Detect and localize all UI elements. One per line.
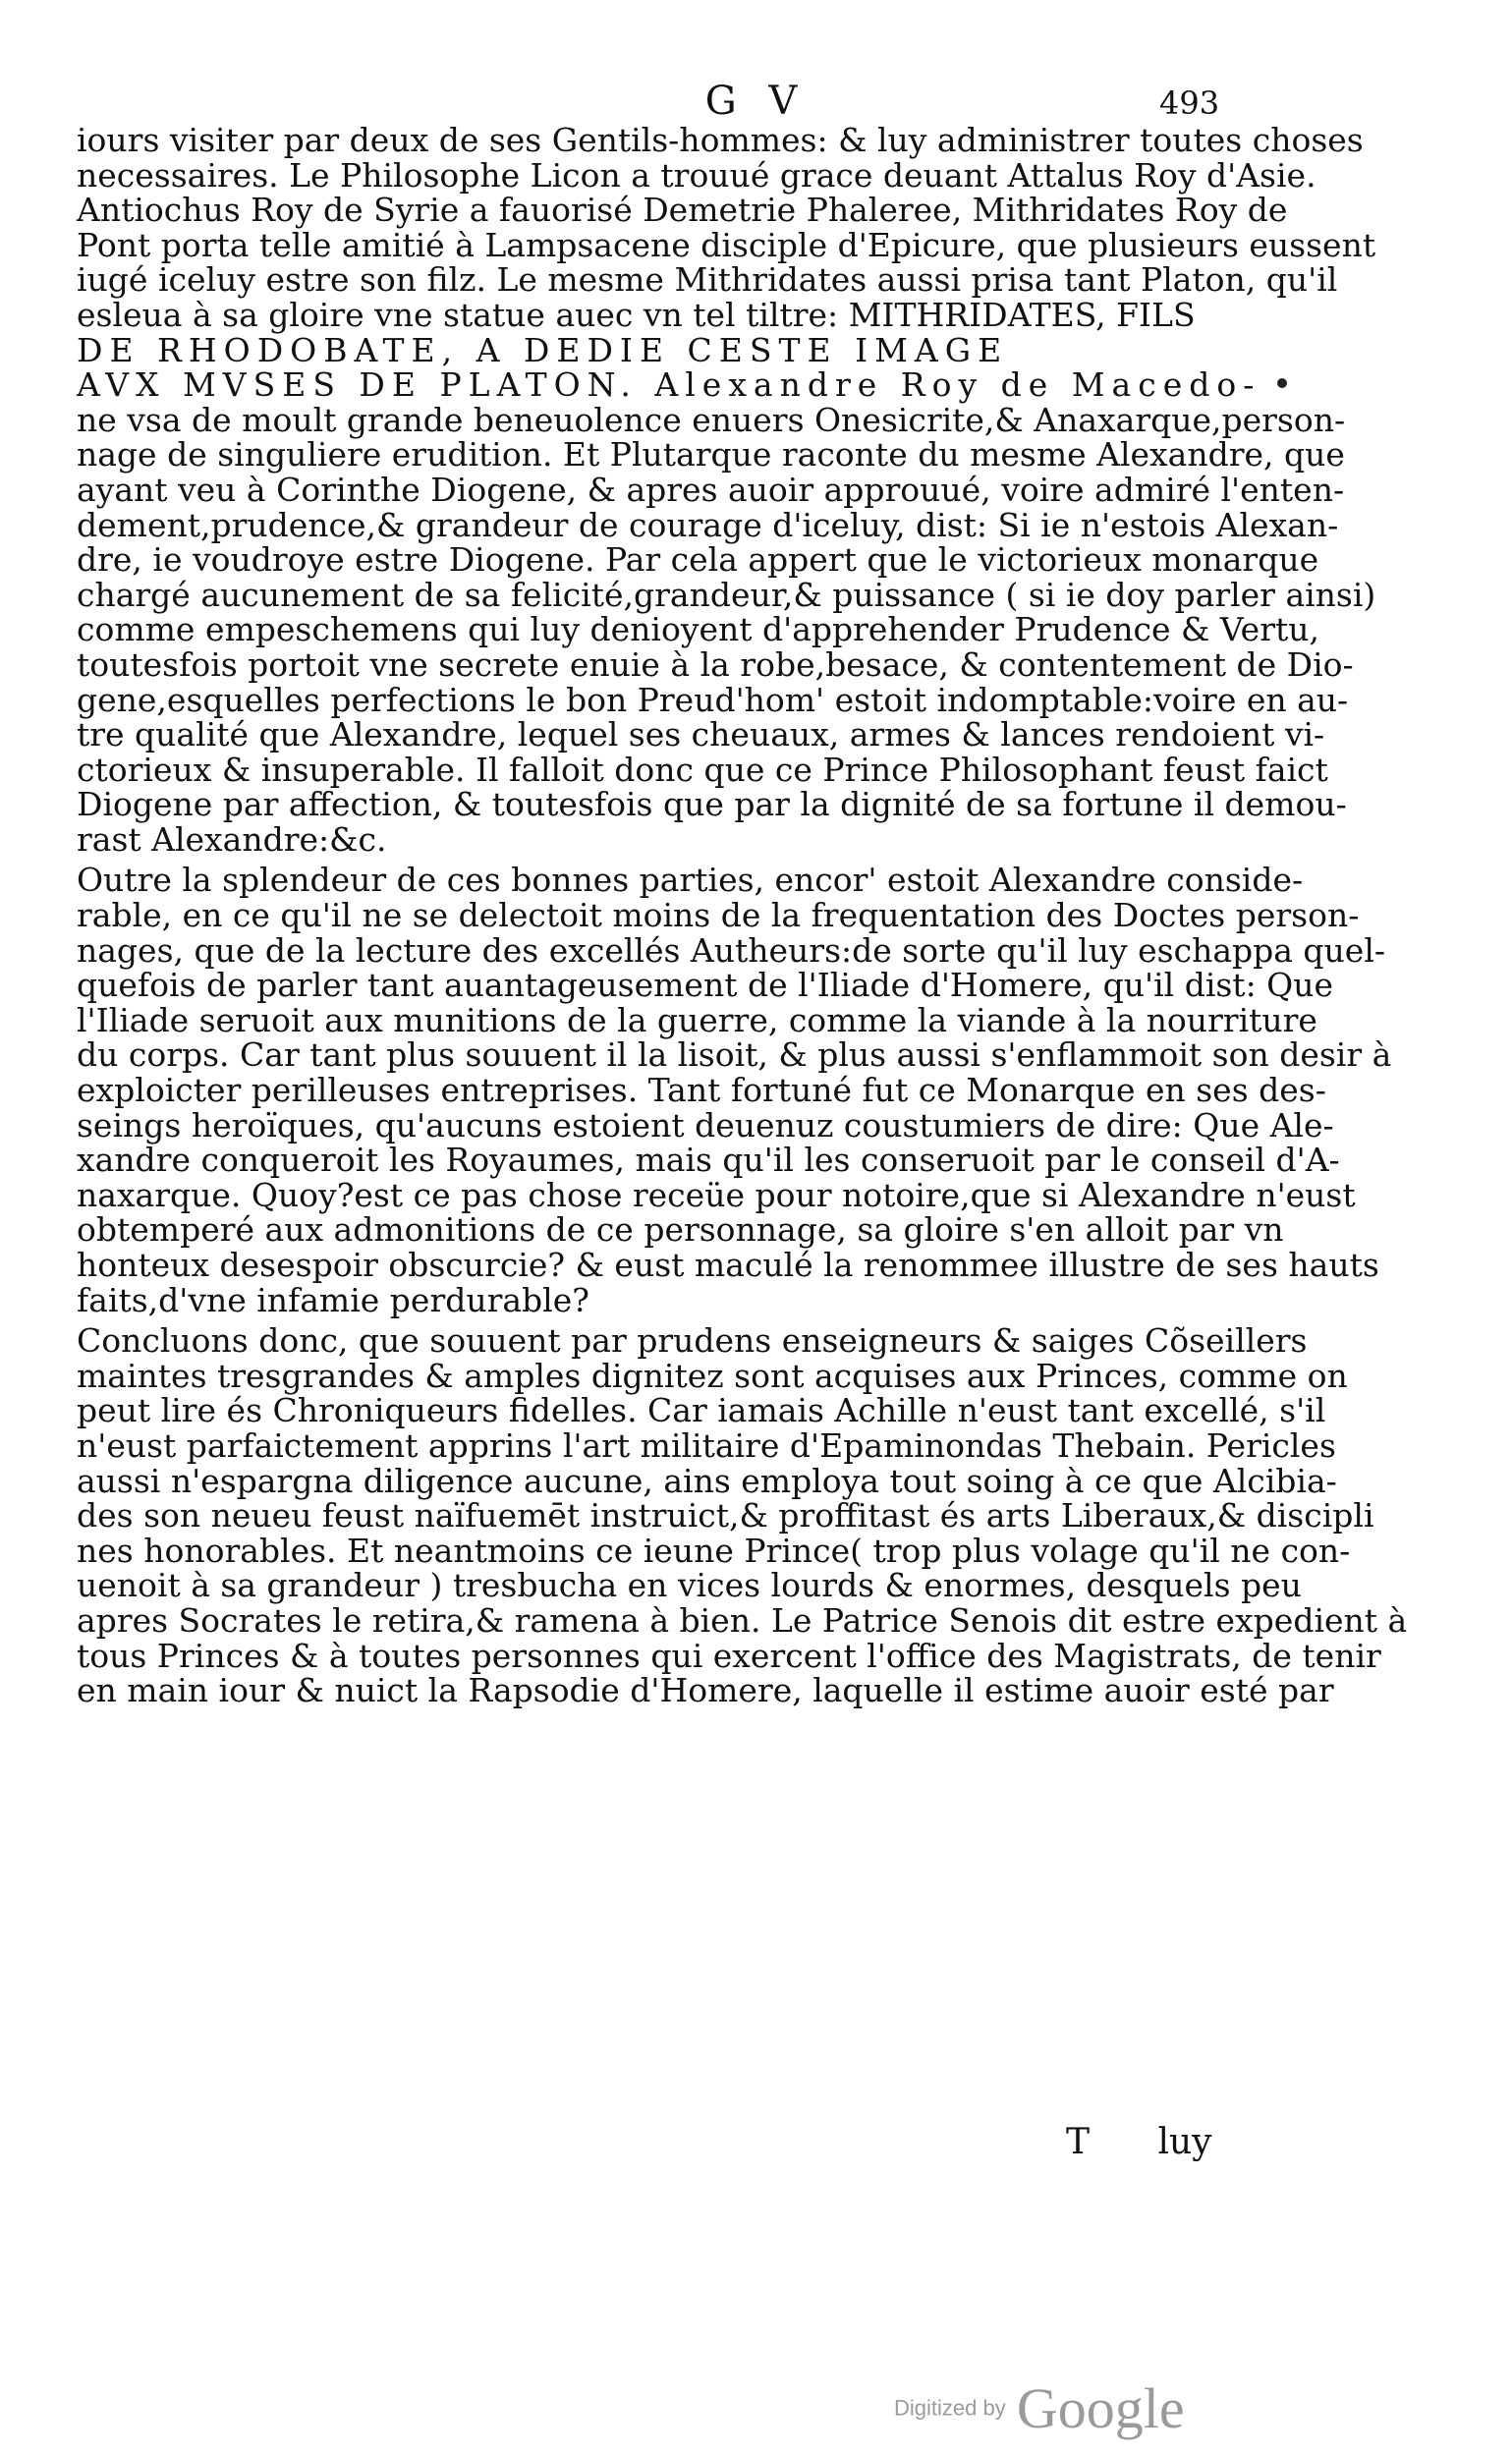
digitized-by-text: Digitized by: [894, 2395, 1006, 2421]
page-body: [77, 121, 1408, 1710]
text-line: naxarque. Quoy?est ce pas chose receüe pour notoire,que si Alexandre n'eust: [77, 1175, 1356, 1214]
text-line: n'eust parfaictement apprins l'art militaire d'Epaminondas Thebain. Pericles: [77, 1425, 1336, 1465]
google-logo: Google: [1016, 2376, 1185, 2440]
text-line: apres Socrates le retira,& ramena à bien. Le Patrice Senois dit estre expedient à: [77, 1600, 1408, 1640]
catchword-line: [1066, 2122, 1248, 2162]
text-line: dre, ie voudroye estre Diogene. Par cela appert que le victorieux monarque: [77, 540, 1319, 580]
text-line: chargé aucunement de sa felicité,grandeur,& puissance ( si ie doy parler ainsi): [77, 575, 1376, 614]
text-line: obtemperé aux admonitions de ce personnage, sa gloire s'en alloit par vn: [77, 1210, 1284, 1250]
text-line: du corps. Car tant plus souuent il la lisoit, & plus aussi s'enflammoit son desir à: [77, 1035, 1392, 1075]
text-line: maintes tresgrandes & amples dignitez sont acquises aux Princes, comme on: [77, 1356, 1348, 1395]
page-number: 493: [1159, 84, 1220, 122]
text-line: honteux desespoir obscurcie? & eust maculé la renommee illustre de ses hauts: [77, 1246, 1379, 1284]
text-line: iugé iceluy estre son filz. Le mesme Mithridates aussi prisa tant Platon, qu'il: [77, 260, 1338, 300]
running-title: G V: [704, 79, 808, 124]
text-line: AVX MVSES DE PLATON. Alexandre Roy de Macedo-: [77, 365, 1261, 405]
text-line: Antiochus Roy de Syrie a fauorisé Demetrie Phaleree, Mithridates Roy de: [77, 191, 1288, 230]
text-line: tre qualité que Alexandre, lequel ses cheuaux, armes & lances rendoient vi-: [77, 715, 1325, 754]
text-line: xandre conqueroit les Royaumes, mais qu'il les conseruoit par le conseil d'A-: [77, 1141, 1340, 1180]
text-line: rable, en ce qu'il ne se delectoit moins de la frequentation des Doctes person-: [77, 896, 1360, 935]
margin-mark: [1277, 378, 1287, 388]
text-line: uenoit à sa grandeur ) tresbucha en vices lourds & enormes, desquels peu: [77, 1566, 1302, 1605]
text-line: Pont porta telle amitié à Lampsacene disciple d'Epicure, que plusieurs eussent: [77, 225, 1376, 264]
text-line: aussi n'espargna diligence aucune, ains employa tout soing à ce que Alcibia-: [77, 1461, 1337, 1500]
text-line: rast Alexandre:&c.: [77, 819, 387, 859]
text-line: comme empeschemens qui luy denioyent d'apprehender Prudence & Vertu,: [77, 610, 1319, 649]
digitized-watermark: [894, 2375, 1185, 2441]
text-line: Concluons donc, que souuent par prudens enseigneurs & saiges Cõseillers: [77, 1321, 1308, 1361]
text-line: dement,prudence,& grandeur de courage d'iceluy, dist: Si ie n'estois Alexan-: [77, 505, 1339, 544]
text-line: ctorieux & insuperable. Il falloit donc que ce Prince Philosophant feust faict: [77, 750, 1328, 789]
text-line: esleua à sa gloire vne statue auec vn tel tiltre: MITHRIDATES, FILS: [77, 295, 1196, 334]
text-line: ayant veu à Corinthe Diogene, & apres auoir approuué, voire admiré l'enten-: [77, 470, 1345, 509]
text-line: Outre la splendeur de ces bonnes parties, encor' estoit Alexandre conside-: [77, 861, 1304, 900]
text-line: en main iour & nuict la Rapsodie d'Homere, laquelle il estime auoir esté par: [77, 1671, 1334, 1710]
text-line: l'Iliade seruoit aux munitions de la guerre, comme la viande à la nourriture: [77, 1000, 1317, 1039]
text-line: Diogene par affection, & toutesfois que par la dignité de sa fortune il demou-: [77, 785, 1347, 824]
text-line: iours visiter par deux de ses Gentils-hommes: & luy administrer toutes choses: [77, 121, 1364, 159]
signature-mark: T: [1066, 2122, 1091, 2162]
text-line: exploicter perilleuses entreprises. Tant fortuné fut ce Monarque en ses des-: [77, 1071, 1326, 1110]
text-line: gene,esquelles perfections le bon Preud'hom' estoit indomptable:voire en au-: [77, 680, 1349, 719]
text-line: des son neueu feust naïfuemēt instruict,& proffitast és arts Liberaux,& discipli: [77, 1496, 1374, 1535]
text-line: tous Princes & à toutes personnes qui exercent l'office des Magistrats, de tenir: [77, 1636, 1381, 1675]
text-line: quefois de parler tant auantageusement de l'Iliade d'Homere, qu'il dist: Que: [77, 966, 1334, 1005]
text-line: nages, que de la lecture des excellés Autheurs:de sorte qu'il luy eschappa quel-: [77, 930, 1386, 970]
text-line: seings heroïques, qu'aucuns estoient deuenuz coustumiers de dire: Que Ale-: [77, 1105, 1334, 1144]
text-line: necessaires. Le Philosophe Licon a trouué grace deuant Attalus Roy d'Asie.: [77, 155, 1316, 195]
text-line: faits,d'vne infamie perdurable?: [77, 1280, 589, 1319]
catchword: luy: [1157, 2122, 1212, 2162]
text-line: peut lire és Chroniqueurs fidelles. Car iamais Achille n'eust tant excellé, s'il: [77, 1391, 1326, 1430]
text-line: nes honorables. Et neantmoins ce ieune Prince( trop plus volage qu'il ne con-: [77, 1531, 1351, 1570]
text-line: nage de singuliere erudition. Et Plutarque raconte du mesme Alexandre, que: [77, 435, 1345, 474]
text-line: ne vsa de moult grande beneuolence enuers Onesicrite,& Anaxarque,person-: [77, 400, 1346, 439]
text-line: toutesfois portoit vne secrete enuie à la robe,besace, & contentement de Dio-: [77, 644, 1354, 684]
text-line: DE RHODOBATE, A DEDIE CESTE IMAGE: [77, 330, 1009, 369]
